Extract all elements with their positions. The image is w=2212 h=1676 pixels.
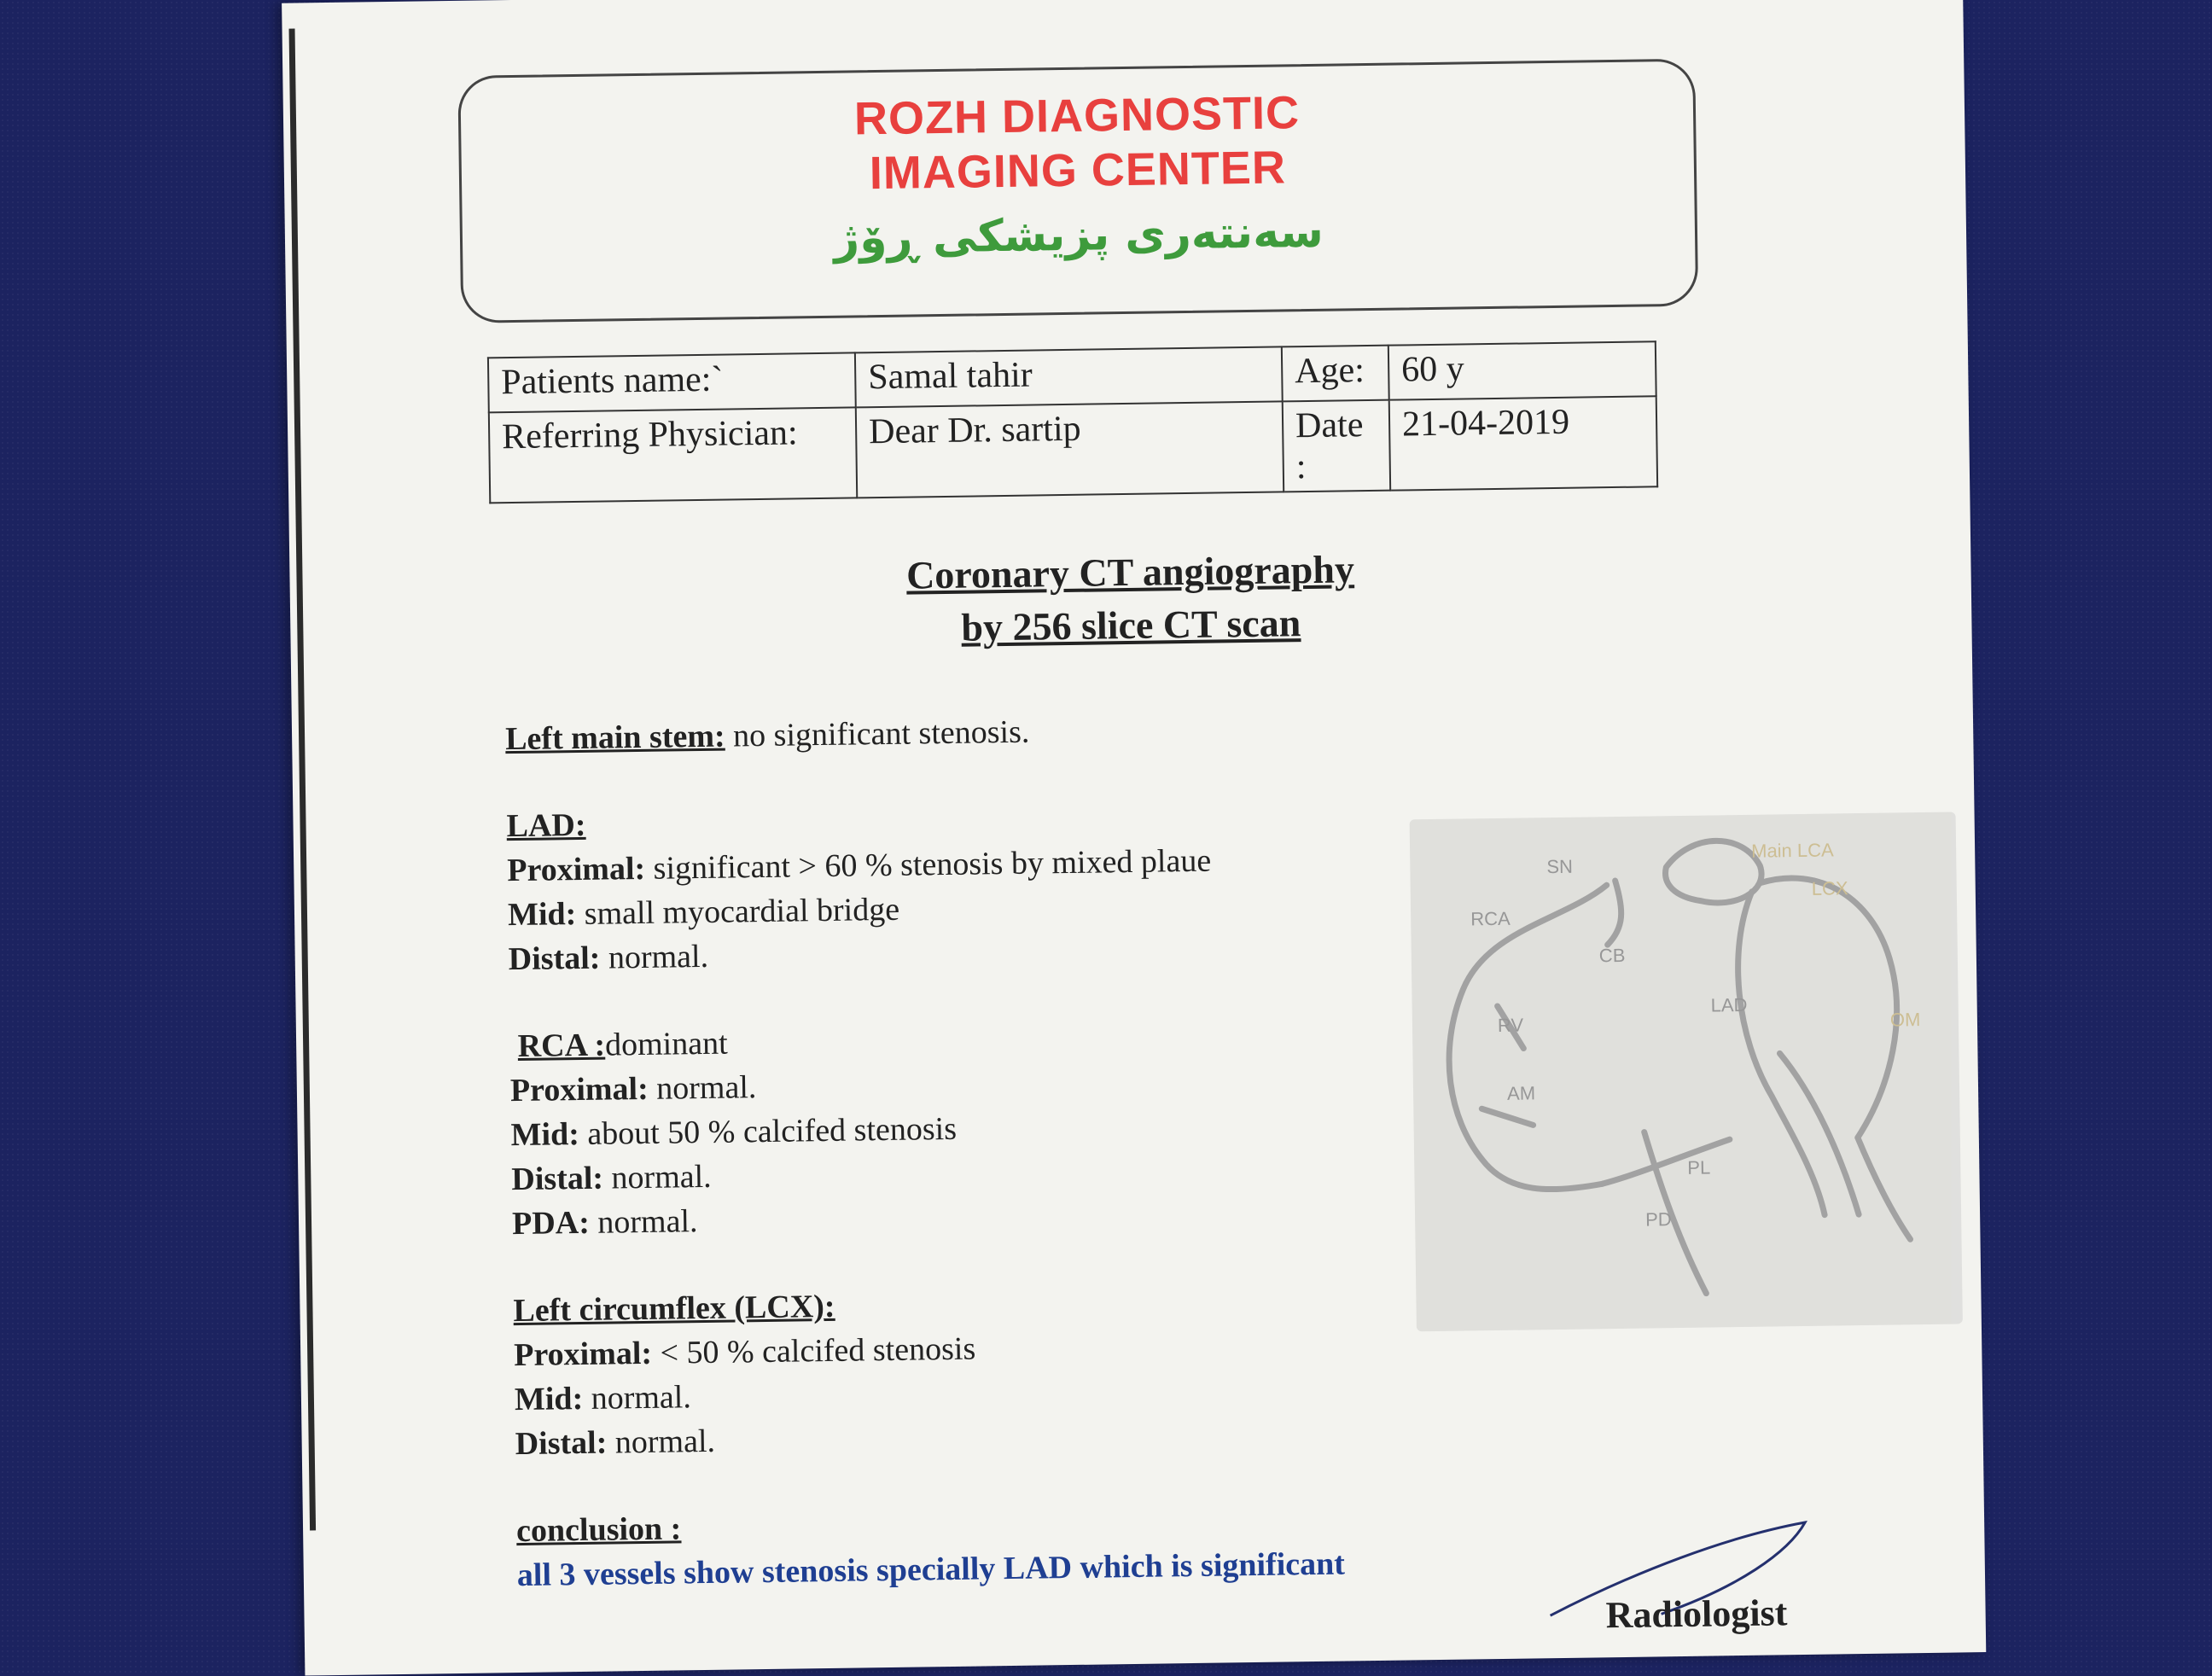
left-main-heading: Left main stem: xyxy=(504,718,725,758)
table-row xyxy=(489,396,1657,503)
lad-distal-text: normal. xyxy=(600,938,709,976)
lcx-section xyxy=(513,1277,1369,1466)
lcx-mid-label: Mid: xyxy=(514,1380,584,1418)
diagram-label-om: OM xyxy=(1889,1009,1921,1031)
rca-section xyxy=(509,1012,1366,1246)
rca-proximal-label: Proximal: xyxy=(509,1070,649,1109)
rca-heading: RCA : xyxy=(517,1027,606,1065)
lad-mid-text: small myocardial bridge xyxy=(575,891,900,933)
rca-proximal-text: normal. xyxy=(648,1069,757,1107)
lcx-distal-text: normal. xyxy=(607,1423,716,1461)
radiologist-label: Radiologist xyxy=(1605,1592,1788,1637)
diagram-label-pl: PL xyxy=(1687,1156,1711,1178)
report-body xyxy=(505,705,1371,1640)
report-paper xyxy=(282,0,1986,1676)
diagram-label-pd: PD xyxy=(1644,1208,1672,1231)
lcx-vessel xyxy=(1761,876,1899,1138)
center-name xyxy=(461,80,1695,207)
coronary-diagram xyxy=(1410,812,1963,1331)
rca-mid-label: Mid: xyxy=(510,1116,580,1154)
left-main-section xyxy=(505,705,1359,761)
rca-dominant: dominant xyxy=(604,1025,728,1063)
lcx-proximal-label: Proximal: xyxy=(513,1335,653,1374)
rca-mid-text: about 50 % calcifed stenosis xyxy=(579,1110,958,1153)
cb-branch xyxy=(1607,881,1622,945)
lcx-distal-label: Distal: xyxy=(515,1424,608,1463)
physician-value: Dear Dr. sartip xyxy=(856,401,1284,498)
rca-distal-text: normal. xyxy=(602,1158,712,1196)
lcx-mid-text: normal. xyxy=(582,1379,692,1417)
lcx-proximal-text: < 50 % calcifed stenosis xyxy=(651,1330,976,1371)
lcx-heading: Left circumflex (LCX): xyxy=(513,1288,835,1330)
lad-proximal-label: Proximal: xyxy=(507,850,646,889)
diagram-label-rv: RV xyxy=(1497,1014,1524,1036)
aortic-root xyxy=(1665,841,1762,904)
rca-vessel xyxy=(1447,885,1610,1190)
diagram-label-lcx: LCX xyxy=(1811,877,1848,899)
physician-label: Referring Physician: xyxy=(489,407,857,503)
age-value: 60 y xyxy=(1388,341,1656,399)
center-header xyxy=(457,59,1698,323)
conclusion-heading: conclusion : xyxy=(515,1510,682,1550)
report-title xyxy=(289,534,1972,663)
lad-mid-label: Mid: xyxy=(507,896,577,934)
center-name-kurdish: سەنتەری پزیشکی ڕۆژ xyxy=(833,206,1324,265)
diagram-label-main-lca: Main LCA xyxy=(1750,839,1834,862)
report-title-line1: Coronary CT angiography xyxy=(905,547,1355,597)
patient-name-label: Patients name:` xyxy=(488,352,856,412)
rca-distal-vessel xyxy=(1602,1139,1731,1184)
diagram-label-sn: SN xyxy=(1546,855,1574,878)
am-branch xyxy=(1481,1108,1533,1126)
age-label: Age: xyxy=(1282,346,1389,402)
patient-info-table xyxy=(487,340,1658,503)
diagram-label-am: AM xyxy=(1506,1082,1536,1104)
lad-distal-label: Distal: xyxy=(508,940,601,978)
center-name-line2: IMAGING CENTER xyxy=(869,142,1287,200)
report-title-line2: by 256 slice CT scan xyxy=(961,601,1301,649)
rca-pda-label: PDA: xyxy=(511,1204,591,1242)
diagram-label-lad: LAD xyxy=(1710,993,1748,1016)
binding-edge xyxy=(289,29,317,1531)
om-vessel xyxy=(1858,1137,1911,1240)
center-name-line1: ROZH DIAGNOSTIC xyxy=(853,87,1301,145)
lad-heading: LAD: xyxy=(506,806,586,845)
conclusion-text: all 3 vessels show stenosis specially LAD which is significant xyxy=(516,1545,1346,1594)
lad-section xyxy=(506,792,1362,981)
conclusion-section xyxy=(516,1497,1371,1597)
diagram-label-cb: CB xyxy=(1598,944,1626,967)
lad-proximal-text: significant > 60 % stenosis by mixed plaue xyxy=(644,842,1212,887)
coronary-artery-illustration xyxy=(1410,812,1963,1331)
patient-name-value: Samal tahir xyxy=(855,346,1283,407)
diagram-label-rca: RCA xyxy=(1470,907,1511,930)
date-label: Date : xyxy=(1283,400,1390,492)
rca-pda-text: normal. xyxy=(589,1203,698,1241)
rca-distal-label: Distal: xyxy=(511,1160,604,1198)
left-main-text: no significant stenosis. xyxy=(725,713,1030,754)
date-value: 21-04-2019 xyxy=(1389,396,1657,490)
